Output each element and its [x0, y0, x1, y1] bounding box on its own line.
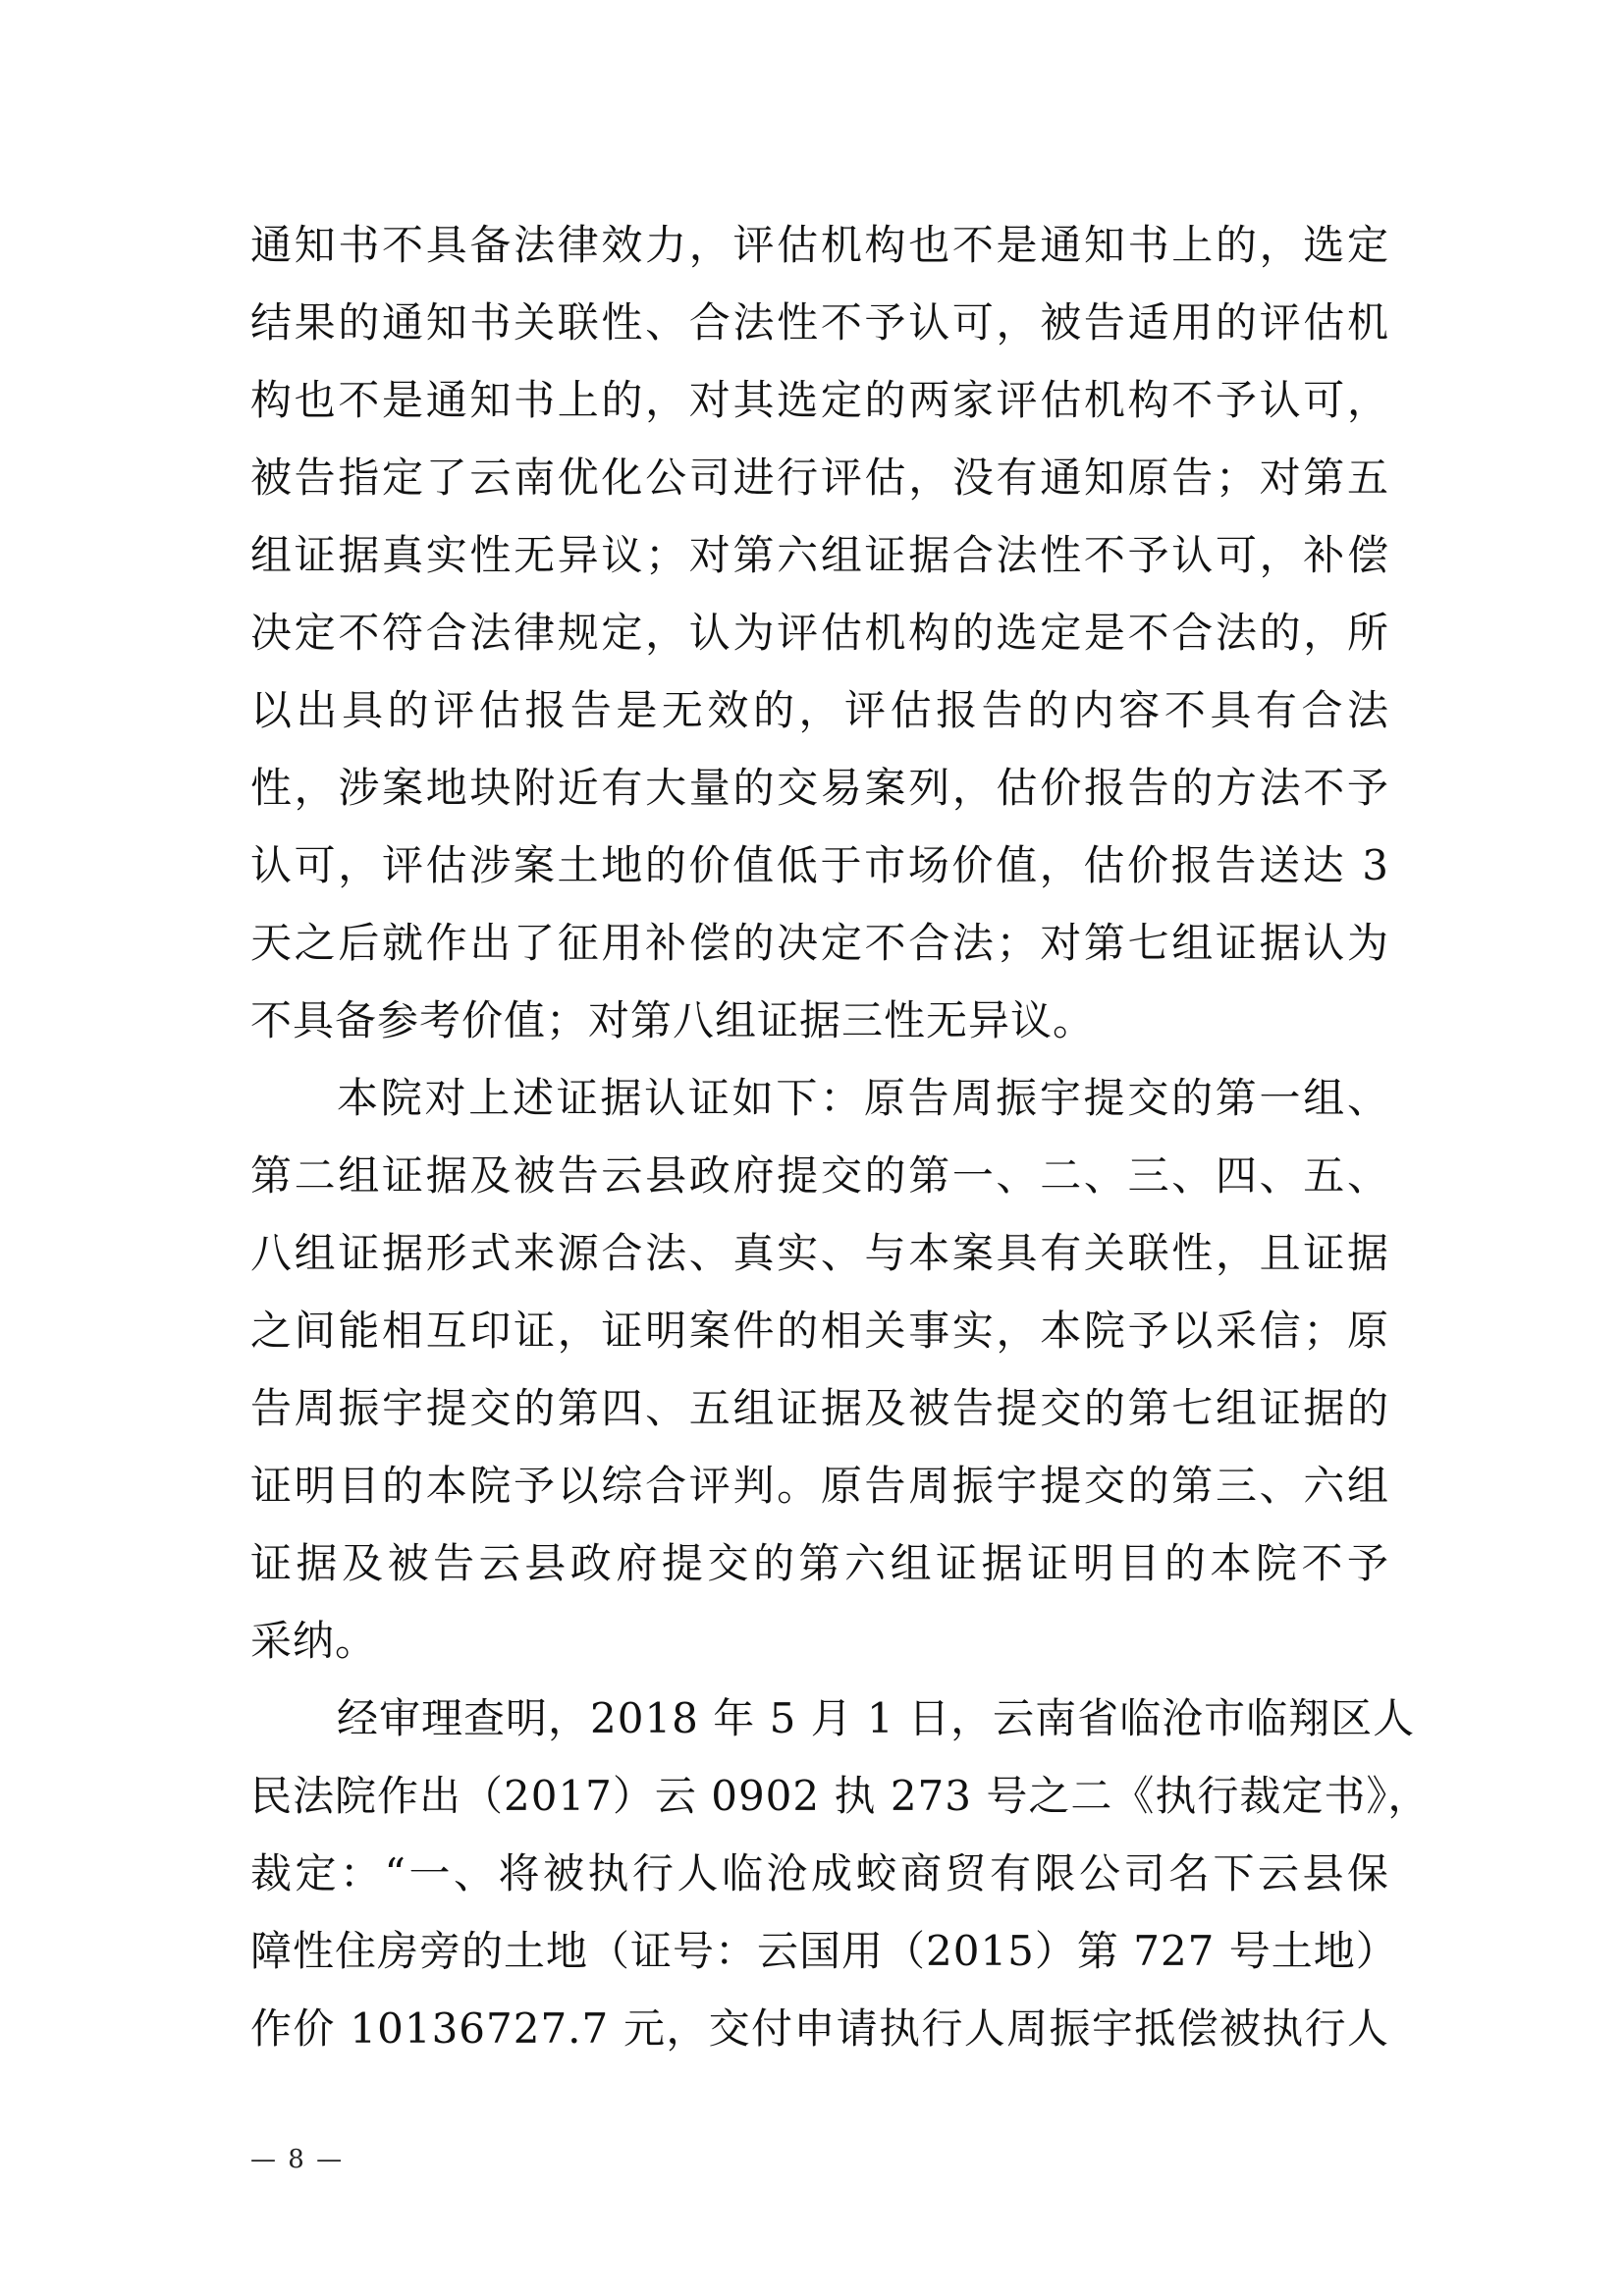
text-line: 证明目的本院予以综合评判。原告周振宇提交的第三、六组	[250, 1462, 1389, 1510]
text-line: 不具备参考价值；对第八组证据三性无异议。	[250, 996, 1096, 1044]
text-line: 障性住房旁的土地（证号：云国用（2015）第 727 号土地）	[250, 1927, 1398, 1975]
text-line: 以出具的评估报告是无效的，评估报告的内容不具有合法	[250, 686, 1389, 734]
document-body	[250, 206, 1431, 2067]
text-line: 经审理查明，2018 年 5 月 1 日，云南省临沧市临翔区人	[337, 1694, 1416, 1742]
text-line: 决定不符合法律规定，认为评估机构的选定是不合法的，所	[250, 609, 1389, 657]
text-line: 通知书不具备法律效力，评估机构也不是通知书上的，选定	[250, 221, 1389, 269]
text-line: 认可，评估涉案土地的价值低于市场价值，估价报告送达 3	[250, 841, 1389, 889]
text-line: 证据及被告云县政府提交的第六组证据证明目的本院不予	[250, 1539, 1389, 1587]
text-line: 告周振宇提交的第四、五组证据及被告提交的第七组证据的	[250, 1384, 1389, 1432]
text-line: 八组证据形式来源合法、真实、与本案具有关联性，且证据	[250, 1229, 1389, 1277]
text-line: 之间能相互印证，证明案件的相关事实，本院予以采信；原	[250, 1307, 1389, 1355]
text-line: 裁定：“一、将被执行人临沧成蛟商贸有限公司名下云县保	[250, 1849, 1389, 1897]
page-number: — 8 —	[250, 2145, 345, 2174]
text-line: 组证据真实性无异议；对第六组证据合法性不予认可，补偿	[250, 531, 1389, 579]
text-line: 第二组证据及被告云县政府提交的第一、二、三、四、五、	[250, 1151, 1389, 1200]
text-line: 性，涉案地块附近有大量的交易案列，估价报告的方法不予	[250, 764, 1389, 812]
text-line: 构也不是通知书上的，对其选定的两家评估机构不予认可，	[250, 376, 1389, 424]
text-line: 采纳。	[250, 1617, 378, 1665]
text-line: 作价 10136727.7 元，交付申请执行人周振宇抵偿被执行人	[250, 2004, 1389, 2053]
text-line: 本院对上述证据认证如下：原告周振宇提交的第一组、	[337, 1074, 1389, 1122]
text-line: 被告指定了云南优化公司进行评估，没有通知原告；对第五	[250, 454, 1389, 502]
text-line: 天之后就作出了征用补偿的决定不合法；对第七组证据认为	[250, 919, 1389, 967]
text-line: 结果的通知书关联性、合法性不予认可，被告适用的评估机	[250, 298, 1389, 347]
text-line: 民法院作出（2017）云 0902 执 273 号之二《执行裁定书》，	[250, 1772, 1431, 1820]
